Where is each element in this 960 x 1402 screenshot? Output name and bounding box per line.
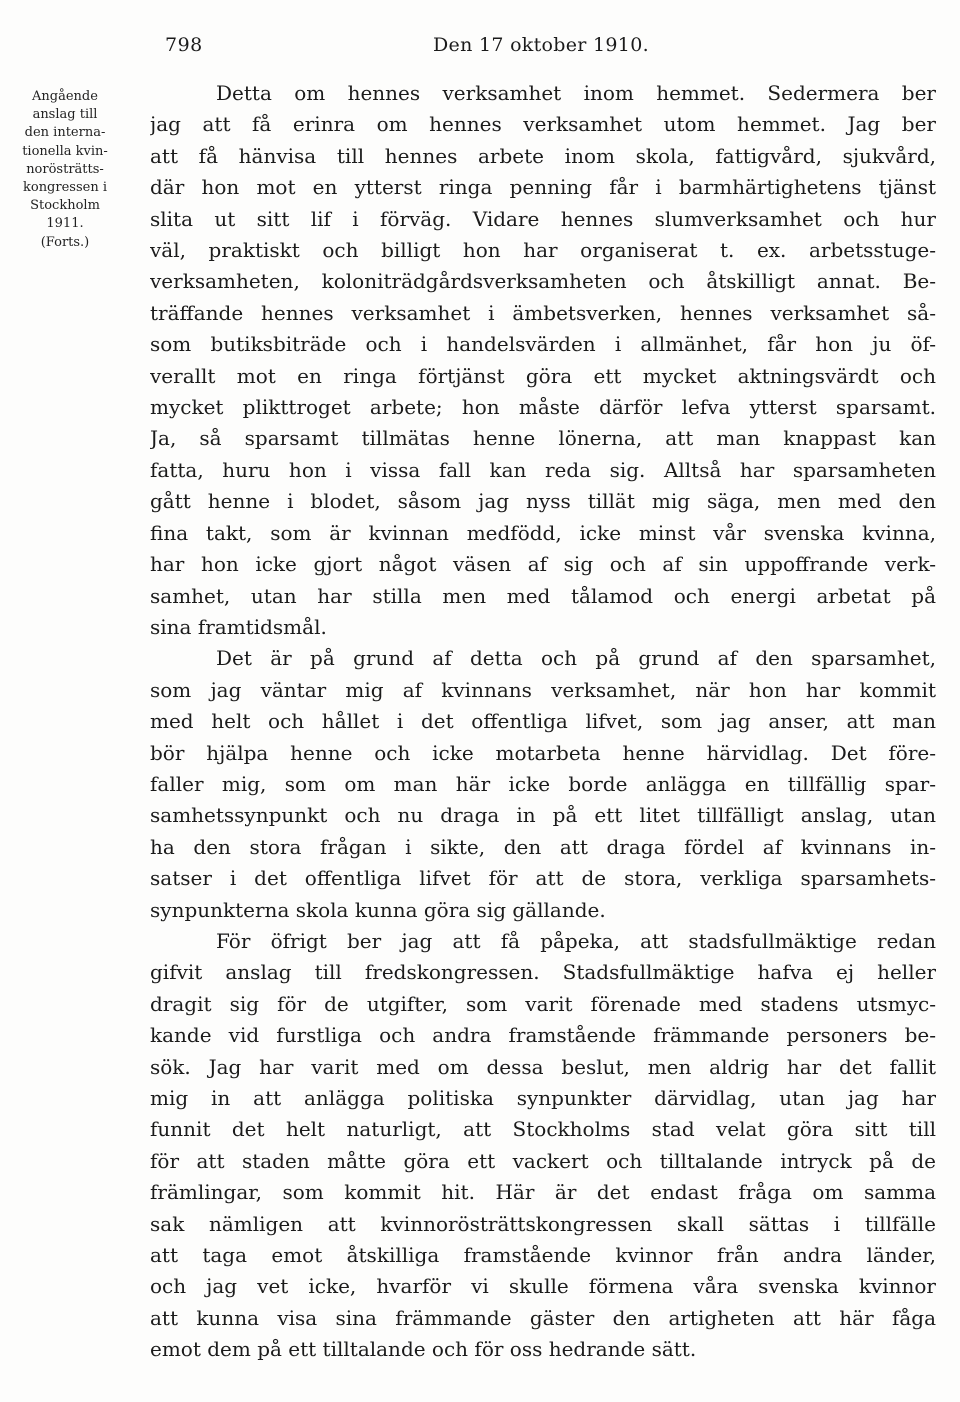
margin-note-line: Angående	[32, 89, 98, 104]
margin-note-line: den interna-	[24, 125, 106, 141]
text-line: sak nämligen att kvinnorösträttskongressen skall sättas i tillfälle	[150, 1211, 936, 1236]
text-line: gått henne i blodet, såsom jag nyss tillät mig säga, men med den	[150, 489, 936, 514]
text-line: mycket plikttroget arbete; hon måste därför lefva ytterst sparsamt.	[150, 395, 936, 420]
text-line: ha den stora frågan i sikte, den att draga fördel af kvinnans in-	[150, 834, 936, 859]
text-line: kande vid furstliga och andra framstående främmande personers be-	[150, 1023, 936, 1048]
text-line: med helt och hållet i det offentliga lifvet, som jag anser, att man	[150, 709, 936, 734]
text-line: och jag vet icke, hvarför vi skulle förmena våra svenska kvinnor	[150, 1274, 936, 1299]
margin-note-line: norösträtts-	[26, 161, 104, 177]
text-line: som butiksbiträde och i handelsvärden i allmänhet, får hon ju öf-	[150, 332, 936, 357]
margin-note	[4, 88, 126, 252]
text-line: emot dem på ett tilltalande och för oss hedrande sätt.	[150, 1337, 697, 1362]
margin-note-line: 1911.	[46, 216, 84, 232]
text-line: har hon icke gjort något väsen af sig och af sin uppoffrande verk-	[150, 552, 936, 577]
text-line: fina takt, som är kvinnan medfödd, icke minst vår svenska kvinna,	[150, 520, 936, 545]
text-line: där hon mot en ytterst ringa penning får i barmhärtighetens tjänst	[150, 175, 936, 200]
text-line: bör hjälpa henne och icke motarbeta henne härvidlag. Det före-	[150, 740, 936, 765]
margin-note-line: anslag till	[32, 107, 98, 123]
running-title: Den 17 oktober 1910.	[433, 34, 649, 56]
page-number: 798	[165, 34, 203, 56]
text-line: för att staden måtte göra ett vackert och tilltalande intryck på de	[150, 1148, 936, 1173]
margin-note-line: Stockholm	[30, 198, 100, 214]
margin-note-line: tionella kvin-	[22, 143, 108, 159]
text-line: verallt mot en ringa förtjänst göra ett mycket aktningsvärdt och	[150, 363, 936, 388]
text-line: sök. Jag har varit med om dessa beslut, men aldrig har det fallit	[150, 1054, 936, 1079]
text-line: satser i det offentliga lifvet för att de stora, verkliga sparsamhets-	[150, 866, 936, 891]
text-line: jag att få erinra om hennes verksamhet utom hemmet. Jag ber	[150, 112, 936, 137]
text-line: funnit det helt naturligt, att Stockholms stad velat göra sitt till	[150, 1117, 936, 1142]
text-line: synpunkterna skola kunna göra sig gällande.	[150, 897, 606, 922]
text-line: väl, praktiskt och billigt hon har organiserat t. ex. arbetsstuge-	[150, 238, 936, 263]
text-line: Detta om hennes verksamhet inom hemmet. Sedermera ber	[216, 81, 936, 105]
margin-note-line: (Forts.)	[40, 234, 90, 250]
body-text	[150, 78, 936, 1366]
text-line: Det är på grund af detta och på grund af den sparsamhet,	[216, 646, 936, 671]
text-line: fatta, huru hon i vissa fall kan reda sig. Alltså har sparsamheten	[150, 457, 936, 482]
text-line: Ja, så sparsamt tillmätas henne lönerna, att man knappast kan	[150, 426, 936, 451]
text-line: sina framtidsmål.	[150, 614, 327, 639]
text-line: som jag väntar mig af kvinnans verksamhet, när hon har kommit	[150, 677, 936, 702]
text-line: slita ut sitt lif i förväg. Vidare hennes slumverksamhet och hur	[150, 206, 936, 231]
text-line: dragit sig för de utgifter, som varit förenade med stadens utsmyc-	[150, 991, 936, 1016]
margin-note-line: kongressen i	[22, 180, 107, 196]
text-line: mig in att anlägga politiska synpunkter därvidlag, utan jag har	[150, 1086, 936, 1110]
text-line: att taga emot åtskilliga framstående kvinnor från andra länder,	[150, 1243, 936, 1268]
text-line: faller mig, som om man här icke borde anlägga en tillfällig spar-	[150, 771, 936, 796]
text-line: För öfrigt ber jag att få påpeka, att stadsfullmäktige redan	[216, 928, 936, 953]
text-line: att kunna visa sina främmande gäster den artigheten att här fåga	[150, 1305, 936, 1330]
text-line: samhetssynpunkt och nu draga in på ett litet tillfälligt anslag, utan	[150, 803, 936, 828]
text-line: samhet, utan har stilla men med tålamod och energi arbetat på	[150, 583, 936, 608]
text-line: främlingar, som kommit hit. Här är det endast fråga om samma	[150, 1180, 936, 1205]
text-line: att få hänvisa till hennes arbete inom skola, fattigvård, sjukvård,	[150, 143, 936, 168]
text-line: träffande hennes verksamhet i ämbetsverken, hennes verksamhet så-	[150, 300, 936, 325]
text-line: gifvit anslag till fredskongressen. Stadsfullmäktige hafva ej heller	[150, 960, 936, 985]
text-line: verksamheten, koloniträdgårdsverksamheten och åtskilligt annat. Be-	[150, 269, 936, 294]
